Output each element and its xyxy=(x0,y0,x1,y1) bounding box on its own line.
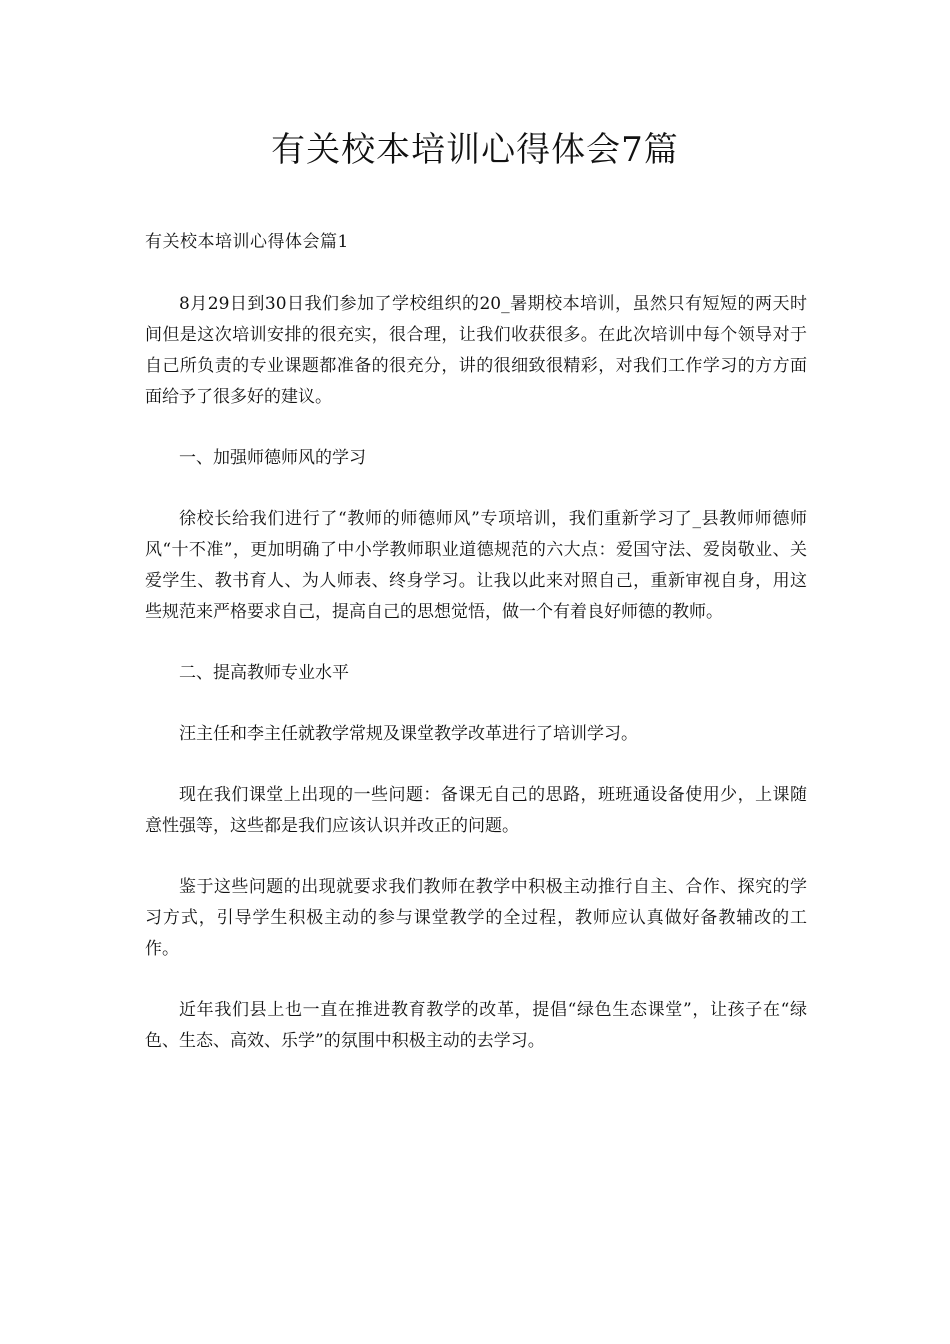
section-heading: 有关校本培训心得体会篇1 xyxy=(145,232,349,252)
paragraph-ethics: 徐校长给我们进行了“教师的师德师风”专项培训，我们重新学习了_县教师师德师风“十不准”，更加明确了中小学教师职业道德规范的六大点：爱国守法、爱岗敬业、关爱学生、教书育人、为人师表、终身学习。让我以此来对照自己，重新审视自身，用这些规范来严格要求自己，提高自己的思想觉悟，做一个有着良好师德的教师。 xyxy=(145,509,807,622)
document-title: 有关校本培训心得体会7篇 xyxy=(271,130,679,170)
subheading-professional: 二、提高教师专业水平 xyxy=(179,663,349,683)
paragraph-training: 汪主任和李主任就教学常规及课堂教学改革进行了培训学习。 xyxy=(179,724,638,744)
subheading-ethics: 一、加强师德师风的学习 xyxy=(179,448,366,468)
paragraph-reform: 近年我们县上也一直在推进教育教学的改革，提倡“绿色生态课堂”，让孩子在“绿色、生态、高效、乐学”的氛围中积极主动的去学习。 xyxy=(145,1000,807,1051)
paragraph-problems: 现在我们课堂上出现的一些问题：备课无自己的思路，班班通设备使用少，上课随意性强等，这些都是我们应该认识并改正的问题。 xyxy=(145,785,807,836)
paragraph-intro: 8月29日到30日我们参加了学校组织的20_暑期校本培训，虽然只有短短的两天时间但是这次培训安排的很充实，很合理，让我们收获很多。在此次培训中每个领导对于自己所负责的专业课题都准备的很充分，讲的很细致很精彩，对我们工作学习的方方面面给予了很多好的建议。 xyxy=(145,294,807,407)
paragraph-requirements: 鉴于这些问题的出现就要求我们教师在教学中积极主动推行自主、合作、探究的学习方式，引导学生积极主动的参与课堂教学的全过程，教师应认真做好备教辅改的工作。 xyxy=(145,877,807,959)
document-body xyxy=(145,228,807,1087)
